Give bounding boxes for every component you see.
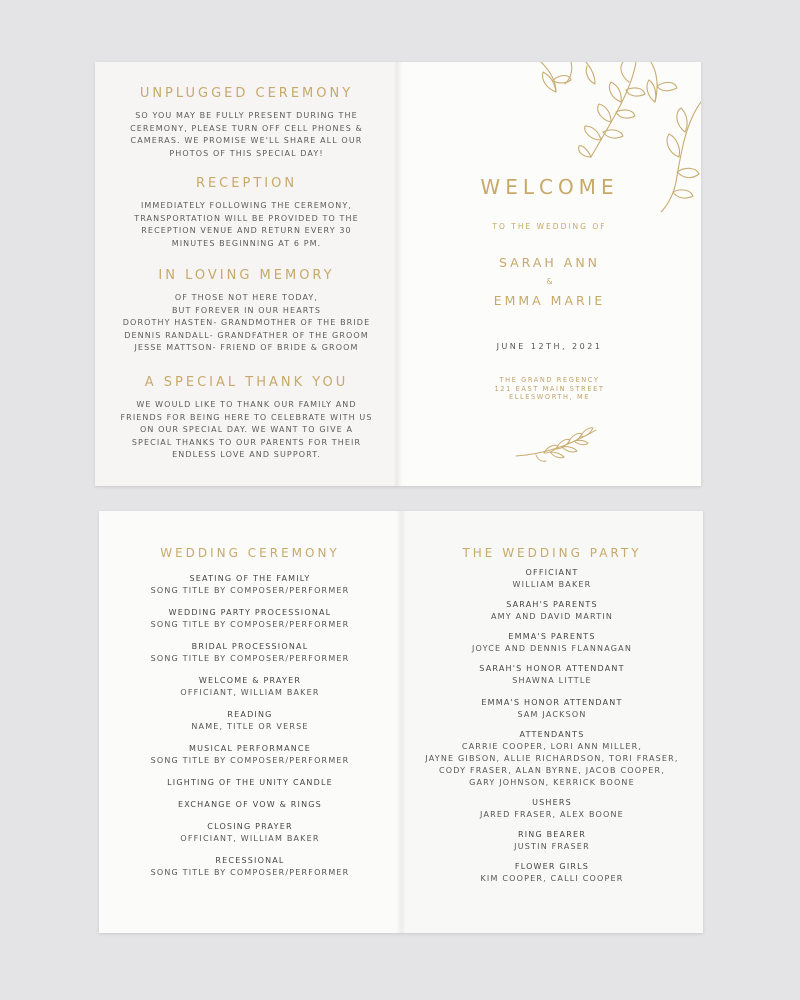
cover-panel (398, 62, 701, 486)
program-inner-sheet (99, 511, 703, 933)
party-role-names: JARED FRASER, ALEX BOONE (480, 810, 624, 819)
body-line: FRIENDS FOR BEING HERE TO CELEBRATE WITH US (120, 412, 373, 422)
section-body (95, 292, 398, 355)
ceremony-item-title: CLOSING PRAYER (207, 822, 293, 831)
party-role-names: GARY JOHNSON, KERRICK BOONE (469, 778, 635, 787)
venue-line: 121 EAST MAIN STREET (494, 384, 605, 393)
party-role-title: OFFICIANT (525, 568, 579, 577)
section-heading: IN LOVING MEMORY (158, 268, 335, 283)
party-role-names: JOYCE AND DENNIS FLANNAGAN (471, 644, 633, 653)
wedding-party-heading: THE WEDDING PARTY (462, 546, 642, 560)
party-role-names: AMY AND DAVID MARTIN (490, 612, 614, 621)
reception-section (95, 176, 398, 250)
body-line: TRANSPORTATION WILL BE PROVIDED TO THE (134, 213, 359, 223)
body-line: OF THOSE NOT HERE TODAY, (174, 293, 319, 302)
party-role-names: KIM COOPER, CALLI COOPER (480, 874, 624, 883)
body-line: ON OUR SPECIAL DAY. WE WANT TO GIVE A (139, 425, 354, 434)
body-line: SO YOU MAY BE FULLY PRESENT DURING THE (135, 111, 358, 120)
party-role (401, 663, 703, 687)
wedding-party-panel (401, 511, 703, 933)
ceremony-item-detail: OFFICIANT, WILLIAM BAKER (180, 834, 320, 843)
ceremony-item-title: WELCOME & PRAYER (198, 676, 302, 685)
ceremony-item (99, 743, 401, 767)
wedding-party-section (401, 545, 703, 893)
ceremony-item (99, 799, 401, 811)
body-line: MINUTES BEGINNING AT 6 PM. (171, 238, 322, 248)
party-role-names: CARRIE COOPER, LORI ANN MILLER, (461, 742, 643, 751)
body-line: SPECIAL THANKS TO OUR PARENTS FOR THEIR (131, 437, 362, 447)
body-line: DOROTHY HASTEN- GRANDMOTHER OF THE BRIDE (122, 318, 371, 327)
welcome-block (398, 175, 701, 199)
ceremony-item-detail: OFFICIANT, WILLIAM BAKER (180, 688, 320, 697)
ceremony-item-title: WEDDING PARTY PROCESSIONAL (168, 608, 332, 617)
ceremony-item-title: EXCHANGE OF VOW & RINGS (178, 800, 322, 809)
party-role (401, 599, 703, 623)
party-role-names: CODY FRASER, ALAN BYRNE, JACOB COOPER, (438, 766, 666, 775)
body-line: IMMEDIATELY FOLLOWING THE CEREMONY, (140, 201, 353, 210)
venue-line: THE GRAND REGENCY (499, 376, 600, 384)
body-line: BUT FOREVER IN OUR HEARTS (171, 305, 322, 315)
ceremony-item-detail: SONG TITLE BY COMPOSER/PERFORMER (150, 756, 350, 765)
party-role-title: SARAH'S HONOR ATTENDANT (479, 664, 625, 673)
party-role-title: RING BEARER (517, 830, 587, 839)
section-body (95, 200, 398, 250)
body-line: JESSE MATTSON- FRIEND OF BRIDE & GROOM (134, 343, 359, 352)
section-heading: A SPECIAL THANK YOU (144, 375, 349, 390)
party-role-names: WILLIAM BAKER (512, 580, 592, 589)
ceremony-item-title: RECESSIONAL (215, 856, 285, 865)
fold-crease (396, 511, 406, 933)
wedding-date: JUNE 12TH, 2021 (496, 342, 603, 351)
ceremony-item-detail: SONG TITLE BY COMPOSER/PERFORMER (150, 586, 350, 595)
ceremony-item (99, 573, 401, 597)
special-thank-you-section (95, 375, 398, 462)
welcome-subtitle: TO THE WEDDING OF (492, 222, 607, 231)
fold-crease (393, 62, 403, 486)
body-line: CEREMONY, PLEASE TURN OFF CELL PHONES & (130, 123, 363, 133)
ceremony-item-title: MUSICAL PERFORMANCE (189, 744, 311, 753)
venue-line: ELLESWORTH, ME (508, 393, 591, 401)
ceremony-item-title: LIGHTING OF THE UNITY CANDLE (167, 778, 333, 787)
couple-names (398, 255, 701, 309)
party-role-names: SHAWNA LITTLE (512, 676, 592, 685)
section-heading: UNPLUGGED CEREMONY (139, 86, 354, 101)
ceremony-item (99, 777, 401, 789)
party-role (401, 697, 703, 721)
body-line: PHOTOS OF THIS SPECIAL DAY! (169, 148, 324, 158)
ceremony-heading: WEDDING CEREMONY (160, 546, 340, 560)
venue-block (398, 376, 701, 402)
body-line: CAMERAS. WE PROMISE WE'LL SHARE ALL OUR (130, 136, 363, 145)
party-role-title: SARAH'S PARENTS (506, 600, 598, 609)
body-line: DENNIS RANDALL- GRANDFATHER OF THE GROOM (124, 330, 369, 340)
ceremony-item (99, 607, 401, 631)
ceremony-item-detail: SONG TITLE BY COMPOSER/PERFORMER (150, 868, 350, 877)
party-role-title: USHERS (532, 798, 572, 807)
ceremony-item-title: SEATING OF THE FAMILY (189, 574, 311, 583)
party-role (401, 797, 703, 821)
section-heading: RECEPTION (195, 176, 298, 191)
body-line: ENDLESS LOVE AND SUPPORT. (172, 450, 321, 459)
party-role-names: JAYNE GIBSON, ALLIE RICHARDSON, TORI FRASER, (425, 754, 679, 763)
first-partner-name: SARAH ANN (498, 255, 601, 270)
ampersand: & (546, 277, 553, 286)
party-role (401, 829, 703, 853)
ceremony-item (99, 709, 401, 733)
party-role-names: SAM JACKSON (517, 710, 587, 719)
ceremony-item-detail: NAME, TITLE OR VERSE (191, 722, 309, 731)
ceremony-panel (99, 511, 401, 933)
in-loving-memory-section (95, 268, 398, 355)
party-role-names: JUSTIN FRASER (514, 842, 590, 851)
party-role-title: EMMA'S PARENTS (508, 632, 596, 641)
party-role (401, 567, 703, 591)
party-role-title: ATTENDANTS (519, 730, 585, 739)
wedding-of-block (398, 222, 701, 232)
body-line: RECEPTION VENUE AND RETURN EVERY 30 (141, 226, 352, 235)
party-role-title: FLOWER GIRLS (514, 862, 590, 871)
ceremony-item-detail: SONG TITLE BY COMPOSER/PERFORMER (150, 620, 350, 629)
ceremony-item (99, 675, 401, 699)
ceremony-item (99, 855, 401, 879)
party-role (401, 729, 703, 789)
date-block (398, 342, 701, 352)
section-body (95, 110, 398, 160)
ceremony-item (99, 641, 401, 665)
party-role-title: EMMA'S HONOR ATTENDANT (481, 698, 623, 707)
program-outer-sheet (95, 62, 701, 486)
second-partner-name: EMMA MARIE (493, 293, 606, 308)
ceremony-item (99, 821, 401, 845)
welcome-title: WELCOME (480, 175, 619, 199)
ceremony-order-section (99, 545, 401, 889)
leaf-sprig-icon (514, 424, 604, 464)
inside-info-panel (95, 62, 398, 486)
body-line: WE WOULD LIKE TO THANK OUR FAMILY AND (136, 400, 357, 409)
section-body (95, 399, 398, 462)
ceremony-item-title: READING (227, 710, 273, 719)
ceremony-item-detail: SONG TITLE BY COMPOSER/PERFORMER (150, 654, 350, 663)
party-role (401, 631, 703, 655)
ceremony-item-title: BRIDAL PROCESSIONAL (191, 642, 309, 651)
unplugged-ceremony-section (95, 86, 398, 160)
party-role (401, 861, 703, 885)
